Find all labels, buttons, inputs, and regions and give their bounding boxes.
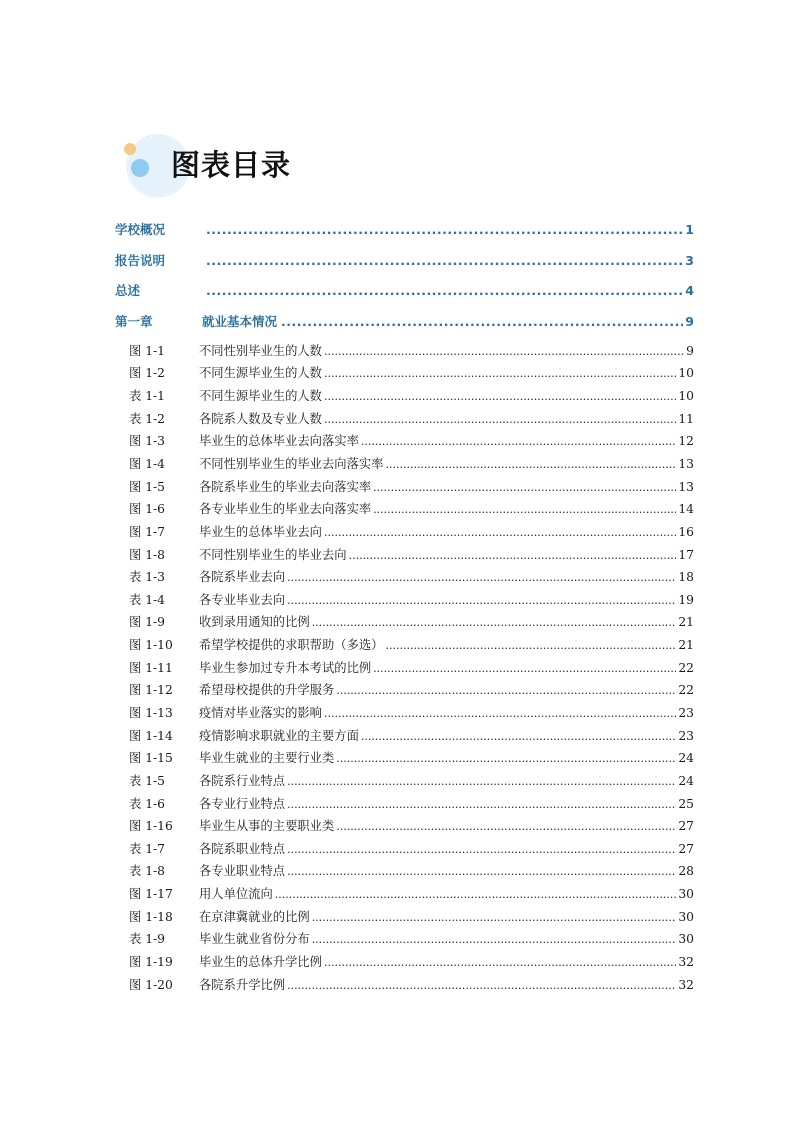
toc-entry-row[interactable] bbox=[115, 748, 694, 771]
dot-leader bbox=[336, 684, 676, 697]
dot-leader bbox=[287, 594, 676, 607]
toc-title: 就业基本情况 bbox=[202, 314, 278, 330]
toc-page-number: 1 bbox=[685, 222, 694, 237]
toc-page-number: 10 bbox=[678, 366, 694, 381]
toc-section-row[interactable] bbox=[115, 312, 694, 343]
toc-page-number: 3 bbox=[685, 252, 694, 268]
section-list bbox=[115, 220, 694, 343]
toc-title: 毕业生从事的主要职业类 bbox=[199, 819, 335, 834]
dot-leader bbox=[287, 775, 676, 788]
toc-label: 图 1-6 bbox=[129, 502, 166, 517]
toc-page-number: 25 bbox=[678, 796, 694, 811]
toc-title: 用人单位流向 bbox=[199, 887, 273, 902]
dot-leader bbox=[287, 571, 676, 584]
dot-leader bbox=[361, 730, 676, 743]
toc-page-number: 22 bbox=[678, 660, 694, 675]
toc-page-number: 21 bbox=[678, 615, 694, 630]
toc-label: 图 1-13 bbox=[129, 706, 173, 720]
toc-label: 表 1-8 bbox=[129, 864, 166, 879]
dot-leader bbox=[324, 707, 676, 720]
toc-page-number: 22 bbox=[678, 683, 694, 698]
toc-title: 在京津冀就业的比例 bbox=[199, 909, 310, 924]
dot-leader bbox=[206, 253, 683, 268]
toc-label: 图 1-11 bbox=[129, 660, 173, 675]
toc-entry-row[interactable] bbox=[115, 884, 694, 907]
toc-page-number: 14 bbox=[678, 502, 694, 517]
toc-page-number: 9 bbox=[686, 343, 694, 358]
dot-leader bbox=[349, 549, 677, 562]
toc-title: 不同性别毕业生的毕业去向落实率 bbox=[199, 456, 384, 471]
toc-entry-row[interactable] bbox=[115, 703, 694, 726]
dot-leader bbox=[287, 979, 676, 992]
toc-title: 毕业生参加过专升本考试的比例 bbox=[199, 660, 372, 675]
toc-label: 图 1-12 bbox=[129, 683, 173, 698]
toc-page-number: 32 bbox=[678, 955, 694, 970]
toc-page-number: 9 bbox=[685, 314, 694, 330]
toc-entry-row[interactable] bbox=[115, 567, 694, 590]
toc-title: 各专业职业特点 bbox=[199, 864, 286, 879]
toc-entry-row[interactable] bbox=[115, 794, 694, 817]
toc-entry-row[interactable] bbox=[115, 929, 694, 952]
toc-entry-row[interactable] bbox=[115, 341, 694, 364]
toc-label: 图 1-2 bbox=[129, 366, 166, 381]
toc-page-number: 19 bbox=[678, 592, 694, 607]
toc-page-number: 11 bbox=[678, 411, 694, 426]
toc-page-number: 28 bbox=[678, 864, 694, 879]
toc-label: 图 1-4 bbox=[129, 456, 166, 471]
dot-leader bbox=[324, 526, 676, 539]
toc-entry-row[interactable] bbox=[115, 975, 694, 998]
toc-title: 疫情影响求职就业的主要方面 bbox=[199, 728, 359, 743]
toc-page-number: 24 bbox=[678, 773, 694, 788]
toc-label: 图 1-5 bbox=[129, 479, 166, 494]
toc-title: 各院系人数及专业人数 bbox=[199, 411, 322, 426]
table-of-figures bbox=[115, 220, 694, 997]
toc-title: 毕业生就业省份分布 bbox=[199, 932, 310, 947]
toc-title: 疫情对毕业落实的影响 bbox=[199, 706, 322, 720]
toc-label: 表 1-6 bbox=[129, 796, 166, 811]
dot-leader bbox=[275, 888, 677, 901]
toc-entry-row[interactable] bbox=[115, 499, 694, 522]
toc-title: 各院系行业特点 bbox=[199, 773, 286, 788]
dot-leader bbox=[373, 481, 676, 494]
toc-label: 表 1-2 bbox=[129, 411, 166, 426]
toc-page-number: 30 bbox=[678, 932, 694, 947]
toc-entry-row[interactable] bbox=[115, 545, 694, 568]
toc-page-number: 13 bbox=[678, 456, 694, 471]
toc-title: 各专业毕业去向 bbox=[199, 592, 286, 607]
toc-page-number: 10 bbox=[678, 389, 694, 404]
toc-label: 学校概况 bbox=[115, 222, 166, 237]
toc-title: 不同生源毕业生的人数 bbox=[199, 389, 322, 404]
toc-label: 图 1-7 bbox=[129, 524, 166, 539]
toc-title: 毕业生的总体毕业去向 bbox=[199, 524, 322, 539]
toc-label: 图 1-18 bbox=[129, 909, 173, 924]
toc-entry-row[interactable] bbox=[115, 522, 694, 545]
dot-leader bbox=[324, 345, 684, 358]
toc-label: 报告说明 bbox=[115, 252, 166, 268]
toc-entry-row[interactable] bbox=[115, 907, 694, 930]
toc-title: 收到录用通知的比例 bbox=[199, 615, 310, 630]
dot-leader bbox=[336, 752, 676, 765]
toc-page-number: 16 bbox=[678, 524, 694, 539]
toc-title: 不同生源毕业生的人数 bbox=[199, 366, 322, 381]
toc-label: 总述 bbox=[115, 283, 141, 299]
toc-label: 表 1-3 bbox=[129, 570, 166, 585]
toc-entry-row[interactable] bbox=[115, 861, 694, 884]
toc-label: 图 1-19 bbox=[129, 955, 173, 970]
toc-title: 各院系职业特点 bbox=[199, 841, 286, 856]
dot-leader bbox=[324, 367, 676, 380]
dot-leader bbox=[287, 865, 676, 878]
toc-entry-row[interactable] bbox=[115, 839, 694, 862]
toc-label: 表 1-5 bbox=[129, 773, 166, 788]
toc-label: 图 1-16 bbox=[129, 819, 173, 834]
toc-entry-row[interactable] bbox=[115, 477, 694, 500]
toc-entry-row[interactable] bbox=[115, 363, 694, 386]
toc-page-number: 12 bbox=[678, 434, 694, 449]
toc-section-row[interactable] bbox=[115, 220, 694, 251]
dot-leader bbox=[324, 413, 676, 426]
toc-entry-row[interactable] bbox=[115, 590, 694, 613]
toc-page-number: 13 bbox=[678, 479, 694, 494]
toc-page-number: 32 bbox=[678, 977, 694, 992]
toc-title: 各专业行业特点 bbox=[199, 796, 286, 811]
toc-page-number: 23 bbox=[678, 728, 694, 743]
dot-leader bbox=[287, 843, 676, 856]
toc-label: 图 1-3 bbox=[129, 434, 166, 449]
dot-leader bbox=[281, 314, 683, 329]
toc-entry-row[interactable] bbox=[115, 658, 694, 681]
toc-page-number: 27 bbox=[678, 841, 694, 856]
toc-title: 不同性别毕业生的毕业去向 bbox=[199, 547, 347, 562]
toc-entry-row[interactable] bbox=[115, 726, 694, 749]
toc-title: 各院系升学比例 bbox=[199, 977, 286, 992]
toc-entry-row[interactable] bbox=[115, 409, 694, 432]
toc-page-number: 23 bbox=[678, 706, 694, 720]
toc-entry-row[interactable] bbox=[115, 431, 694, 454]
toc-label: 表 1-1 bbox=[129, 389, 166, 404]
toc-page-number: 30 bbox=[678, 887, 694, 902]
toc-entry-row[interactable] bbox=[115, 680, 694, 703]
dot-leader bbox=[206, 283, 683, 298]
toc-title: 毕业生的总体升学比例 bbox=[199, 955, 322, 970]
dot-leader bbox=[312, 933, 677, 946]
toc-label: 图 1-20 bbox=[129, 977, 173, 992]
toc-title: 各院系毕业去向 bbox=[199, 570, 286, 585]
toc-title: 各专业毕业生的毕业去向落实率 bbox=[199, 502, 372, 517]
toc-page-number: 21 bbox=[678, 638, 694, 653]
toc-title: 毕业生的总体毕业去向落实率 bbox=[199, 434, 359, 449]
toc-title: 希望母校提供的升学服务 bbox=[199, 683, 335, 698]
toc-title: 各院系毕业生的毕业去向落实率 bbox=[199, 479, 372, 494]
toc-section-row[interactable] bbox=[115, 251, 694, 282]
dot-leader bbox=[373, 662, 676, 675]
dot-leader bbox=[312, 616, 677, 629]
dot-leader bbox=[336, 820, 676, 833]
dot-leader bbox=[324, 390, 676, 403]
figure-table-list bbox=[115, 341, 694, 998]
toc-label: 第一章 bbox=[115, 314, 153, 330]
toc-title: 不同性别毕业生的人数 bbox=[199, 343, 322, 358]
toc-label: 表 1-4 bbox=[129, 592, 166, 607]
dot-leader bbox=[287, 798, 676, 811]
toc-label: 表 1-7 bbox=[129, 841, 166, 856]
toc-page-number: 27 bbox=[678, 819, 694, 834]
toc-page-number: 24 bbox=[678, 751, 694, 766]
toc-label: 图 1-15 bbox=[129, 751, 173, 766]
toc-label: 图 1-1 bbox=[129, 343, 166, 358]
dot-leader bbox=[206, 222, 683, 237]
toc-entry-row[interactable] bbox=[115, 454, 694, 477]
toc-entry-row[interactable] bbox=[115, 635, 694, 658]
toc-entry-row[interactable] bbox=[115, 952, 694, 975]
toc-label: 图 1-10 bbox=[129, 638, 173, 653]
toc-entry-row[interactable] bbox=[115, 386, 694, 409]
toc-label: 图 1-17 bbox=[129, 887, 173, 902]
toc-page-number: 30 bbox=[678, 909, 694, 924]
toc-label: 图 1-8 bbox=[129, 547, 166, 562]
toc-label: 表 1-9 bbox=[129, 932, 166, 947]
toc-page-number: 18 bbox=[678, 570, 694, 585]
toc-page-number: 17 bbox=[678, 547, 694, 562]
dot-leader bbox=[324, 956, 676, 969]
toc-page-number: 4 bbox=[685, 283, 694, 299]
toc-entry-row[interactable] bbox=[115, 771, 694, 794]
toc-label: 图 1-14 bbox=[129, 728, 173, 743]
toc-title: 毕业生就业的主要行业类 bbox=[199, 751, 335, 766]
page-title: 图表目录 bbox=[171, 148, 292, 182]
dot-leader bbox=[385, 458, 676, 471]
toc-label: 图 1-9 bbox=[129, 615, 166, 630]
toc-entry-row[interactable] bbox=[115, 612, 694, 635]
dot-leader bbox=[361, 435, 676, 448]
toc-section-row[interactable] bbox=[115, 281, 694, 312]
dot-leader bbox=[373, 503, 676, 516]
dot-leader bbox=[385, 639, 676, 652]
toc-title: 希望学校提供的求职帮助（多选） bbox=[199, 638, 384, 653]
dot-leader bbox=[312, 911, 677, 924]
toc-entry-row[interactable] bbox=[115, 816, 694, 839]
